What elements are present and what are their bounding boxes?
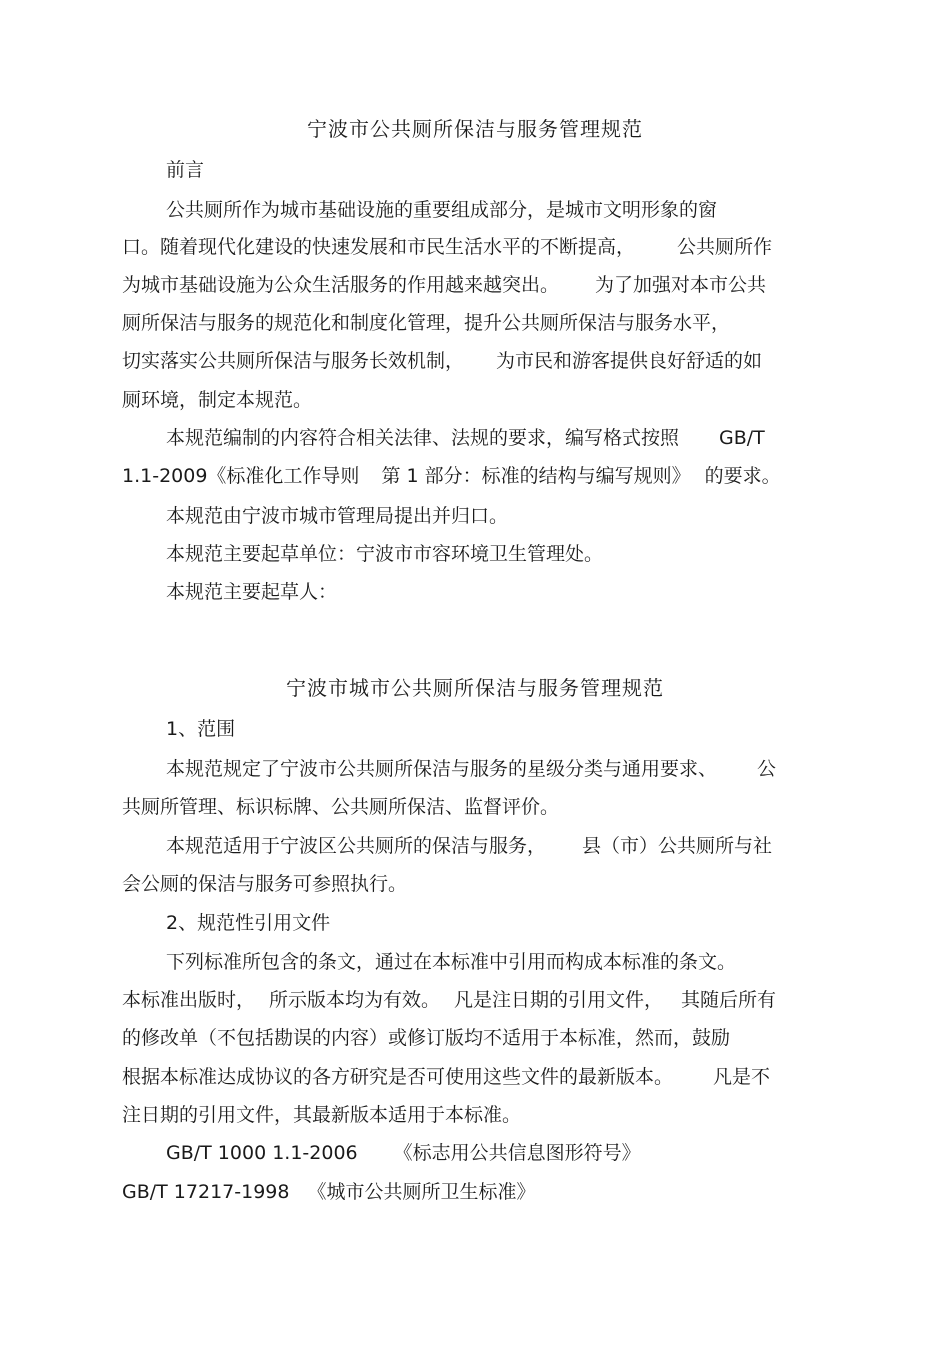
text-segment: 第 1 部分：标准的结构与编写规则》 (381, 465, 691, 487)
text-segment: 切实落实公共厕所保洁与服务长效机制， (122, 350, 465, 372)
text-segment: 公 (757, 758, 777, 780)
section1-para1-line1 (166, 757, 776, 781)
preface-para1-line1: 公共厕所作为城市基础设施的重要组成部分，是城市文明形象的窗 (166, 199, 718, 221)
section2-para1-line1: 下列标准所包含的条文，通过在本标准中引用而构成本标准的条文。 (166, 951, 737, 973)
text-segment: 其随后所有 (681, 989, 777, 1011)
text-segment: 的要求。 (704, 465, 781, 487)
section2-para1-line3: 的修改单（不包括勘误的内容）或修订版均不适用于本标准，然而，鼓励 (122, 1027, 731, 1049)
reference-1 (166, 1141, 641, 1165)
text-segment: 本标准出版时， (122, 989, 256, 1011)
text-segment: 口。随着现代化建设的快速发展和市民生活水平的不断提高， (122, 236, 636, 258)
body-title: 宁波市城市公共厕所保洁与服务管理规范 (286, 676, 664, 700)
text-segment: 本规范编制的内容符合相关法律、法规的要求，编写格式按照 (166, 427, 680, 449)
text-segment: 为了加强对本市公共 (595, 274, 767, 296)
preface-para4: 本规范主要起草单位：宁波市市容环境卫生管理处。 (166, 543, 604, 565)
text-segment: 为市民和游客提供良好舒适的如 (496, 350, 763, 372)
section1-para2-line2: 会公厕的保洁与服务可参照执行。 (122, 873, 408, 895)
document-title: 宁波市公共厕所保洁与服务管理规范 (307, 117, 643, 141)
preface-para1-line4: 厕所保洁与服务的规范化和制度化管理，提升公共厕所保洁与服务水平， (122, 312, 731, 334)
preface-para1-line3 (122, 273, 766, 297)
text-segment: 县（市）公共厕所与社 (582, 835, 773, 857)
preface-para5: 本规范主要起草人： (166, 581, 338, 603)
reference-name: 《城市公共厕所卫生标准》 (307, 1181, 536, 1203)
text-segment: 本规范适用于宁波区公共厕所的保洁与服务， (166, 835, 547, 857)
preface-para1-line2 (122, 235, 772, 259)
preface-para1-line5 (122, 349, 762, 373)
preface-para2-line2 (122, 464, 781, 488)
section2-para1-line4 (122, 1065, 770, 1089)
section2-para1-line2 (122, 988, 776, 1012)
preface-para1-line6: 厕环境，制定本规范。 (122, 389, 313, 411)
text-segment: 公共厕所作 (677, 236, 773, 258)
section1-para2-line1 (166, 834, 772, 858)
reference-code: GB/T 1000 1.1-2006 (166, 1142, 358, 1164)
text-segment: GB/T (719, 427, 765, 449)
text-segment: 凡是注日期的引用文件， (454, 989, 664, 1011)
reference-name: 《标志用公共信息图形符号》 (393, 1142, 641, 1164)
text-segment: 为城市基础设施为公众生活服务的作用越来越突出。 (122, 274, 560, 296)
section1-para1-line2: 共厕所管理、标识标牌、公共厕所保洁、监督评价。 (122, 796, 560, 818)
preface-para3: 本规范由宁波市城市管理局提出并归口。 (166, 505, 509, 527)
preface-heading: 前言 (166, 159, 205, 181)
text-segment: 所示版本均为有效。 (269, 989, 441, 1011)
text-segment: 根据本标准达成协议的各方研究是否可使用这些文件的最新版本。 (122, 1066, 674, 1088)
preface-para2-line1 (166, 426, 765, 450)
reference-code: GB/T 17217-1998 (122, 1181, 290, 1203)
reference-2 (122, 1180, 535, 1204)
section2-para1-line5: 注日期的引用文件，其最新版本适用于本标准。 (122, 1104, 522, 1126)
text-segment: 本规范规定了宁波市公共厕所保洁与服务的星级分类与通用要求、 (166, 758, 718, 780)
text-segment: 1.1-2009《标准化工作导则 (122, 465, 360, 487)
section2-heading: 2、规范性引用文件 (166, 912, 331, 934)
text-segment: 凡是不 (713, 1066, 771, 1088)
section1-heading: 1、范围 (166, 718, 236, 740)
